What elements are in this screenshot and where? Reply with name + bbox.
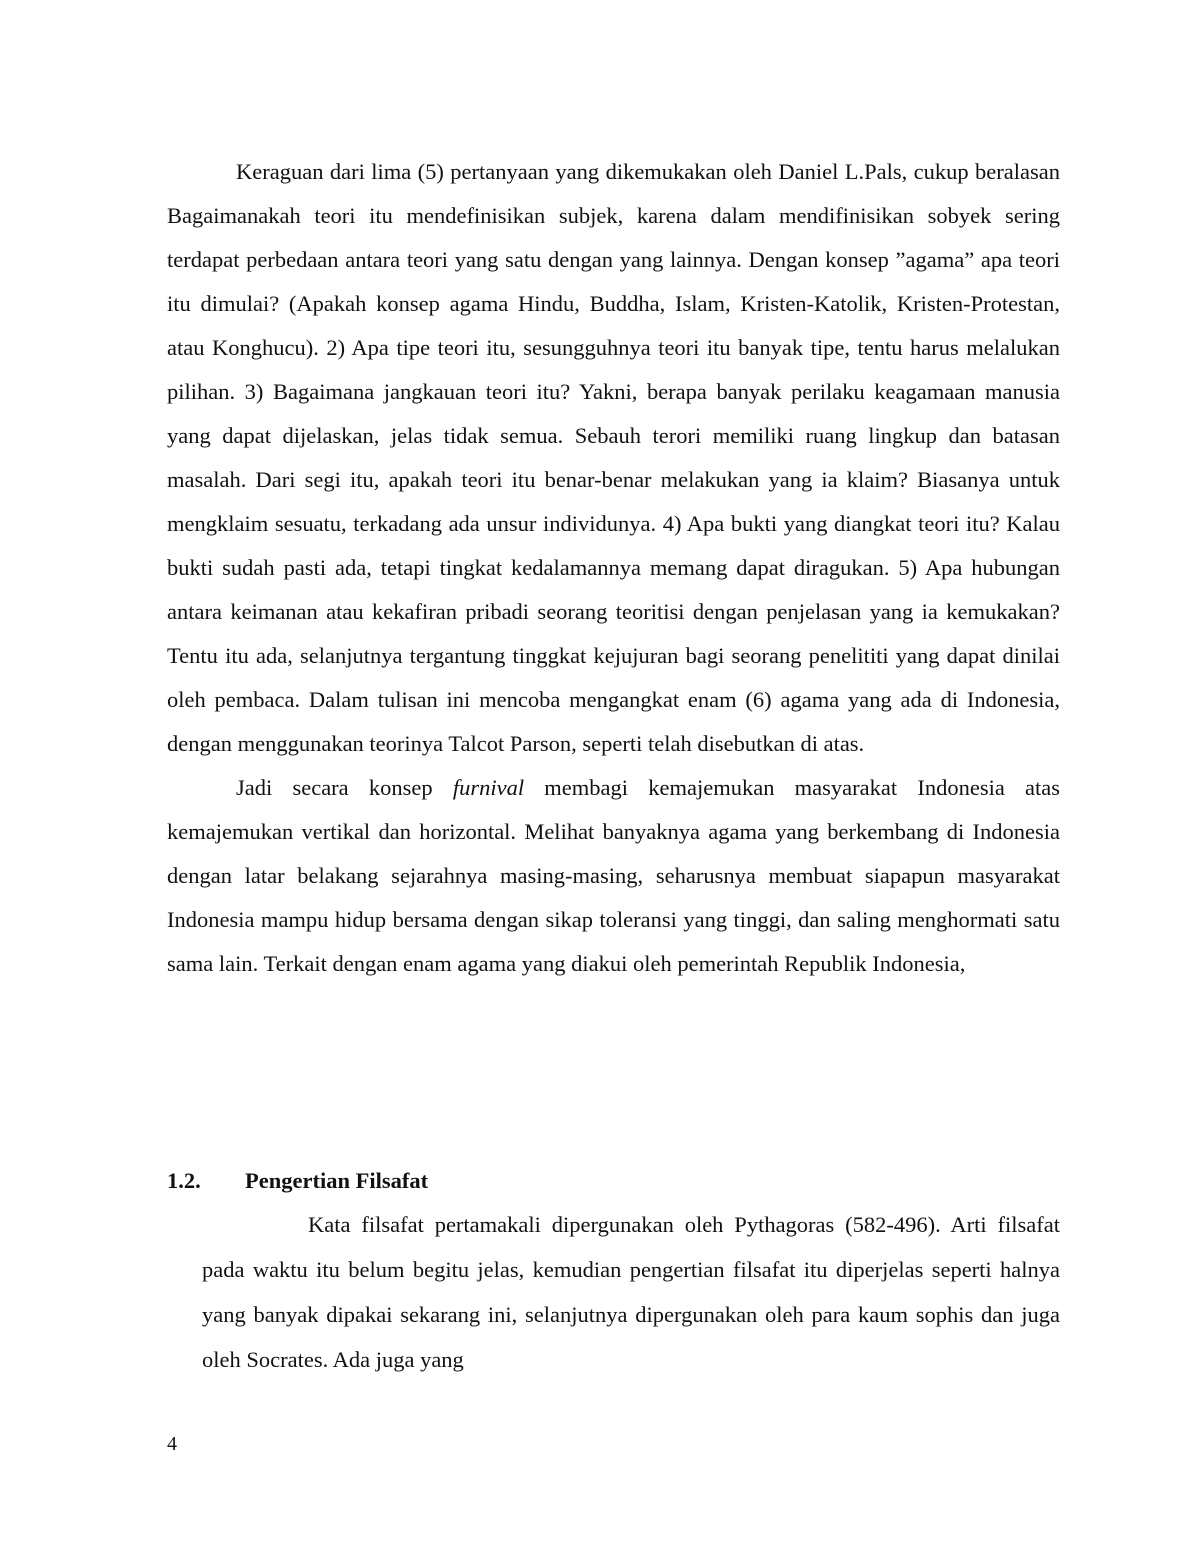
paragraph-2 — [167, 766, 1060, 986]
section-title: Pengertian Filsafat — [245, 1168, 429, 1193]
body-text — [167, 150, 1060, 986]
section-number: 1.2. — [167, 1168, 201, 1193]
paragraph-1: Keraguan dari lima (5) pertanyaan yang dikemukakan oleh Daniel L.Pals, cukup beralasan Bagaimanakah teori itu mendefinisikan subjek, karena dalam mendifinisikan sobyek sering terdapat perbedaan antara teori yang satu dengan yang lainnya. Dengan konsep ”agama” apa teori itu dimulai? (Apakah konsep agama Hindu, Buddha, Islam, Kristen-Katolik, Kristen-Protestan, atau Konghucu). 2) Apa tipe teori itu, sesungguhnya teori itu banyak tipe, tentu harus melalukan pilihan. 3) Bagaimana jangkauan teori itu? Yakni, berapa banyak perilaku keagamaan manusia yang dapat dijelaskan, jelas tidak semua. Sebauh terori memiliki ruang lingkup dan batasan masalah. Dari segi itu, apakah teori itu benar-benar melakukan yang ia klaim? Biasanya untuk mengklaim sesuatu, terkadang ada unsur individunya. 4) Apa bukti yang diangkat teori itu? Kalau bukti sudah pasti ada, tetapi tingkat kedalamannya memang dapat diragukan. 5) Apa hubungan antara keimanan atau kekafiran pribadi seorang teoritisi dengan penjelasan yang ia kemukakan? Tentu itu ada, selanjutnya tergantung tinggkat kejujuran bagi seorang penelititi yang dapat dinilai oleh pembaca. Dalam tulisan ini mencoba mengangkat enam (6) agama yang ada di Indonesia, dengan menggunakan teorinya Talcot Parson, seperti telah disebutkan di atas. — [167, 159, 1060, 756]
page-number: 4 — [167, 1433, 177, 1455]
section-heading — [167, 1159, 1060, 1203]
section-paragraph: Kata filsafat pertamakali dipergunakan oleh Pythagoras (582-496). Arti filsafat pada waktu itu belum begitu jelas, kemudian pengertian filsafat itu diperjelas seperti halnya yang banyak dipakai sekarang ini, selanjutnya dipergunakan oleh para kaum sophis dan juga oleh Socrates. Ada juga yang — [202, 1212, 1060, 1372]
paragraph-2-emphasis: furnival — [452, 775, 525, 800]
paragraph-2-after: membagi kemajemukan masyarakat Indonesia atas kemajemukan vertikal dan horizontal. Melihat banyaknya agama yang berkembang di Indonesia dengan latar belakang sejarahnya masing-masing, seharusnya membuat siapapun masyarakat Indonesia mampu hidup bersama dengan sikap toleransi yang tinggi, dan saling menghormati satu sama lain. Terkait dengan enam agama yang diakui oleh pemerintah Republik Indonesia, — [167, 775, 1061, 976]
paragraph-2-before: Jadi secara konsep — [236, 775, 453, 800]
section-body — [202, 1202, 1060, 1382]
